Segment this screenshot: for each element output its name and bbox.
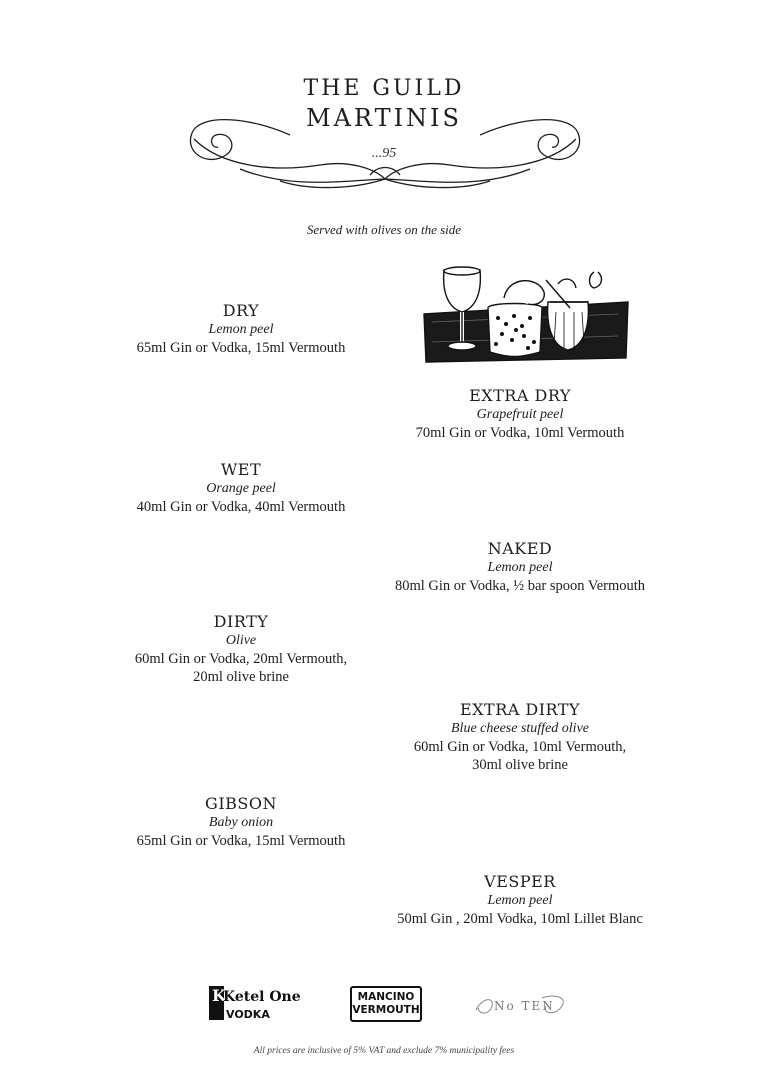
menu-item-vesper [286, 872, 754, 928]
item-garnish: Baby onion [208, 815, 274, 830]
item-name: EXTRA DIRTY [459, 700, 581, 719]
mancino-vermouth-label: VERMOUTH [352, 1004, 420, 1016]
item-name: NAKED [487, 539, 553, 558]
menu-title-line1: THE GUILD [303, 76, 465, 101]
mancino-wordmark: MANCINO [357, 991, 415, 1003]
menu-price: ...95 [371, 146, 397, 161]
svg-text:K: K [212, 986, 226, 1005]
item-name: EXTRA DRY [469, 386, 571, 405]
menu-item-extra-dirty [286, 700, 754, 774]
item-garnish: Blue cheese stuffed olive [451, 721, 589, 736]
item-recipe: 50ml Gin , 20ml Vodka, 10ml Lillet Blanc [397, 911, 643, 927]
item-recipe: 60ml Gin or Vodka, 20ml Vermouth, [134, 651, 348, 667]
item-name: VESPER [484, 872, 556, 891]
item-name: WET [220, 460, 262, 479]
item-garnish: Lemon peel [208, 322, 274, 337]
item-garnish: Orange peel [206, 481, 276, 496]
menu-title-line2: MARTINIS [306, 104, 462, 132]
menu-item-dirty [0, 612, 482, 686]
item-garnish: Lemon peel [487, 560, 553, 575]
item-name: DIRTY [213, 612, 269, 631]
ketel-one-logo [208, 985, 301, 1023]
footer-disclaimer: All prices are inclusive of 5% VAT and exclude 7% municipality fees [253, 1046, 515, 1056]
item-garnish: Olive [225, 633, 257, 648]
flourish-ornament [180, 95, 590, 190]
item-name: GIBSON [205, 794, 277, 813]
menu-item-dry [0, 301, 482, 357]
tanqueray-no-ten-logo [472, 990, 572, 1020]
menu-tagline: Served with olives on the side [306, 222, 462, 237]
item-garnish: Lemon peel [487, 893, 553, 908]
mancino-vermouth-logo [350, 986, 422, 1022]
menu-item-extra-dry [286, 386, 754, 442]
item-garnish: Grapefruit peel [476, 407, 564, 422]
ketel-one-wordmark: Ketel One [223, 989, 301, 1005]
menu-item-naked [286, 539, 754, 595]
item-recipe: 65ml Gin or Vodka, 15ml Vermouth [136, 833, 346, 849]
menu-item-wet [0, 460, 482, 516]
item-name: DRY [222, 301, 260, 320]
item-recipe: 60ml Gin or Vodka, 10ml Vermouth, [413, 739, 627, 755]
item-recipe-line2: 20ml olive brine [193, 669, 289, 685]
item-recipe: 70ml Gin or Vodka, 10ml Vermouth [415, 425, 625, 441]
item-recipe: 40ml Gin or Vodka, 40ml Vermouth [136, 499, 346, 515]
no-ten-wordmark: No TEN [494, 999, 555, 1013]
item-recipe: 65ml Gin or Vodka, 15ml Vermouth [136, 340, 346, 356]
ketel-vodka-label: VODKA [226, 1008, 270, 1021]
item-recipe: 80ml Gin or Vodka, ½ bar spoon Vermouth [394, 578, 646, 594]
menu-item-gibson [0, 794, 482, 850]
item-recipe-line2: 30ml olive brine [472, 757, 568, 773]
